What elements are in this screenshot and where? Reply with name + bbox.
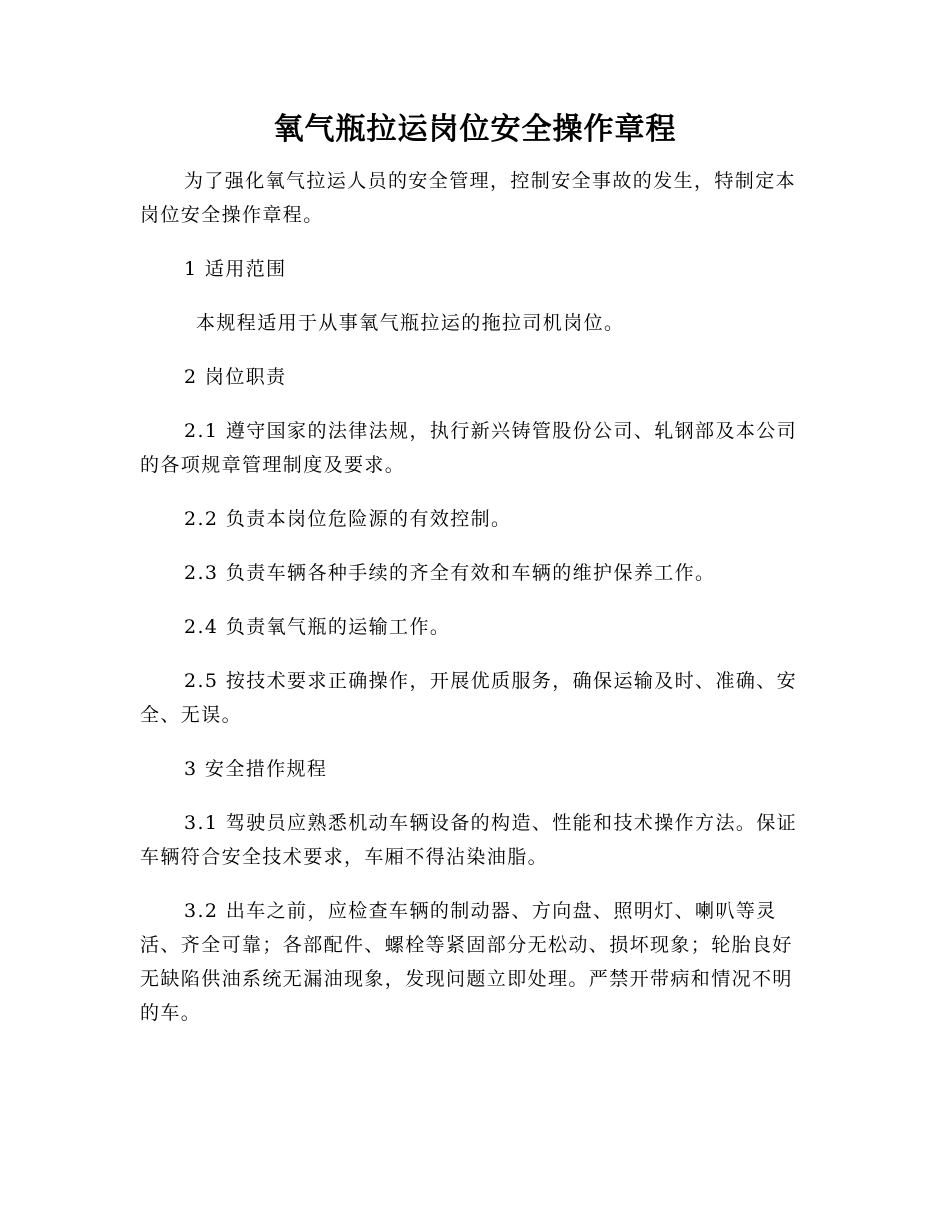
duty-item-2-5: 2.5 按技术要求正确操作，开展优质服务，确保运输及时、准确、安全、无误。 <box>140 670 798 726</box>
section-heading-duties: 2 岗位职责 <box>184 366 287 388</box>
document-body <box>140 164 800 1050</box>
safety-item-3-1: 3.1 驾驶员应熟悉机动车辆设备的构造、性能和技术操作方法。保证车辆符合安全技术要求，车厢不得沾染油脂。 <box>140 812 798 868</box>
document-title: 氧气瓶拉运岗位安全操作章程 <box>273 112 677 147</box>
safety-item-3-2: 3.2 出车之前，应检查车辆的制动器、方向盘、照明灯、喇叭等灵活、齐全可靠；各部配件、螺栓等紧固部分无松动、损坏现象；轮胎良好无缺陷供油系统无漏油现象，发现问题立即处理。严禁开带病和情况不明的车。 <box>140 900 793 1024</box>
duty-item-2-3: 2.3 负责车辆各种手续的齐全有效和车辆的维护保养工作。 <box>184 562 716 584</box>
section-heading-safety: 3 安全措作规程 <box>184 758 328 780</box>
duty-item-2-1: 2.1 遵守国家的法律法规，执行新兴铸管股份公司、轧钢部及本公司的各项规章管理制度及要求。 <box>140 420 798 476</box>
section-heading-scope: 1 适用范围 <box>184 258 287 280</box>
intro-paragraph: 为了强化氧气拉运人员的安全管理，控制安全事故的发生，特制定本岗位安全操作章程。 <box>140 170 797 226</box>
duty-item-2-2: 2.2 负责本岗位危险源的有效控制。 <box>184 508 512 530</box>
duty-item-2-4: 2.4 负责氧气瓶的运输工作。 <box>184 616 451 638</box>
scope-paragraph: 本规程适用于从事氧气瓶拉运的拖拉司机岗位。 <box>196 312 625 334</box>
